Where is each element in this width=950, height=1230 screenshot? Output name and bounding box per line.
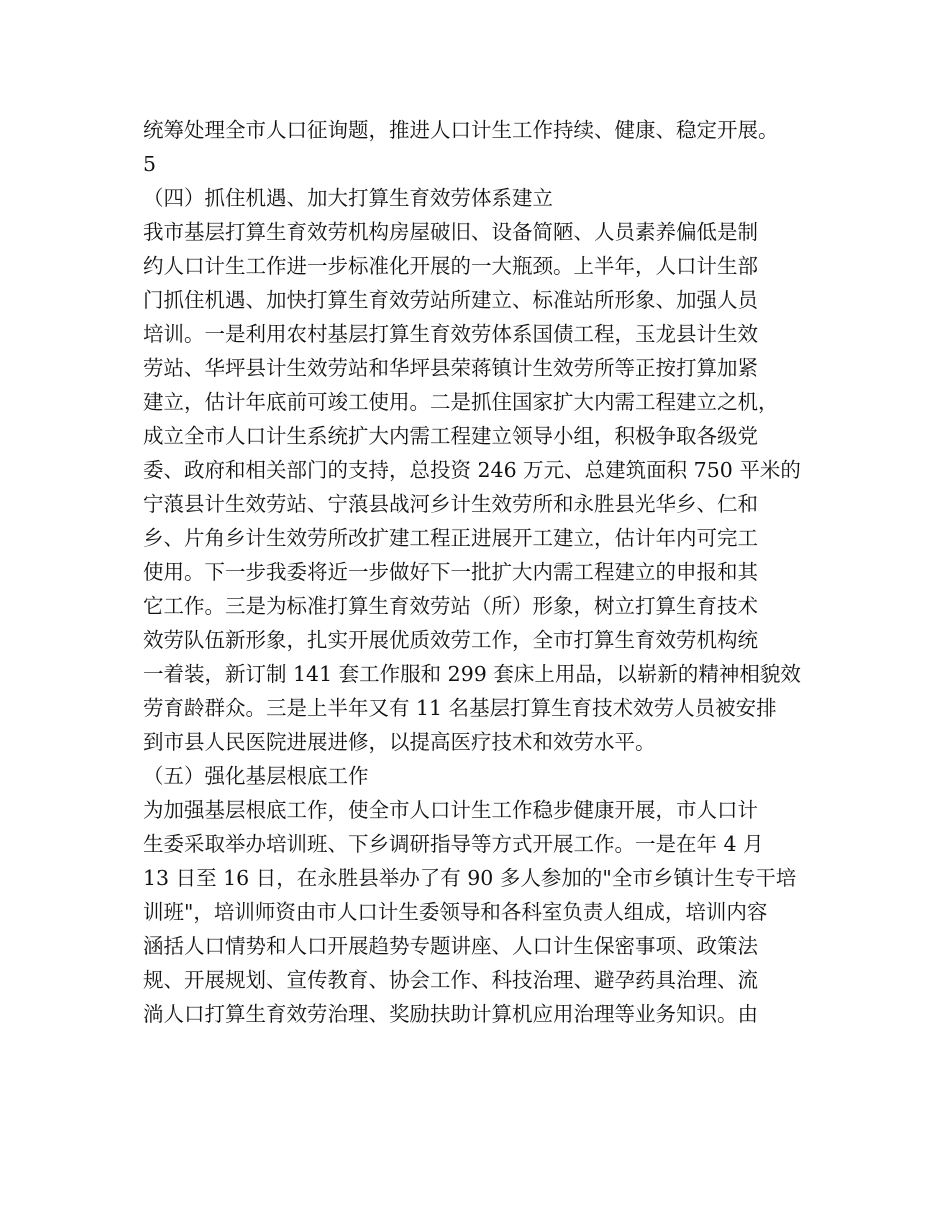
- text-line: 使用。下一步我委将近一步做好下一批扩大内需工程建立的申报和其: [143, 560, 758, 584]
- text-line: 乡、片角乡计生效劳所改扩建工程正进展开工建立，估计年内可完工: [143, 526, 758, 550]
- text-line: 委、政府和相关部门的支持，总投资 246 万元、总建筑面积 750 平米的: [143, 458, 801, 482]
- text-line: 到市县人民医院进展进修，以提高医疗技术和效劳水平。: [143, 730, 656, 754]
- text-line: 生委采取举办培训班、下乡调研指导等方式开展工作。一是在年 4 月: [143, 832, 764, 856]
- text-line: 劳育龄群众。三是上半年又有 11 名基层打算生育技术效劳人员被安排: [143, 696, 777, 720]
- text-line: 我市基层打算生育效劳机构房屋破旧、设备简陋、人员素养偏低是制: [143, 220, 758, 244]
- text-line: 统筹处理全市人口征询题，推进人口计生工作持续、健康、稳定开展。: [143, 118, 779, 142]
- text-line: 建立，估计年底前可竣工使用。二是抓住国家扩大内需工程建立之机，: [143, 390, 779, 414]
- section-heading-5: （五）强化基层根底工作: [143, 764, 369, 788]
- text-line: 劳站、华坪县计生效劳站和华坪县荣蒋镇计生效劳所等正按打算加紧: [143, 356, 758, 380]
- text-line: 13 日至 16 日，在永胜县举办了有 90 多人参加的"全市乡镇计生专干培: [143, 866, 797, 890]
- section-heading-4: （四）抓住机遇、加大打算生育效劳体系建立: [143, 186, 553, 210]
- text-line: 淌人口打算生育效劳治理、奖励扶助计算机应用治理等业务知识。由: [143, 1002, 758, 1026]
- text-line: 效劳队伍新形象，扎实开展优质效劳工作，全市打算生育效劳机构统: [143, 628, 758, 652]
- text-line: 规、开展规划、宣传教育、协会工作、科技治理、避孕药具治理、流: [143, 968, 758, 992]
- text-line: 约人口计生工作进一步标准化开展的一大瓶颈。上半年，人口计生部: [143, 254, 758, 278]
- text-line: 它工作。三是为标准打算生育效劳站（所）形象，树立打算生育技术: [143, 594, 758, 618]
- page-number-fragment: 5: [143, 152, 157, 176]
- text-line: 涵括人口情势和人口开展趋势专题讲座、人口计生保密事项、政策法: [143, 934, 758, 958]
- text-line: 一着装，新订制 141 套工作服和 299 套床上用品，以崭新的精神相貌效: [143, 662, 801, 686]
- text-line: 门抓住机遇、加快打算生育效劳站所建立、标准站所形象、加强人员: [143, 288, 758, 312]
- text-line: 宁蒗县计生效劳站、宁蒗县战河乡计生效劳所和永胜县光华乡、仁和: [143, 492, 758, 516]
- text-line: 为加强基层根底工作，使全市人口计生工作稳步健康开展，市人口计: [143, 798, 758, 822]
- text-line: 培训。一是利用农村基层打算生育效劳体系国债工程，玉龙县计生效: [143, 322, 758, 346]
- text-line: 成立全市人口计生系统扩大内需工程建立领导小组，积极争取各级党: [143, 424, 758, 448]
- text-line: 训班"，培训师资由市人口计生委领导和各科室负责人组成，培训内容: [143, 900, 768, 924]
- document-body: [143, 113, 823, 1031]
